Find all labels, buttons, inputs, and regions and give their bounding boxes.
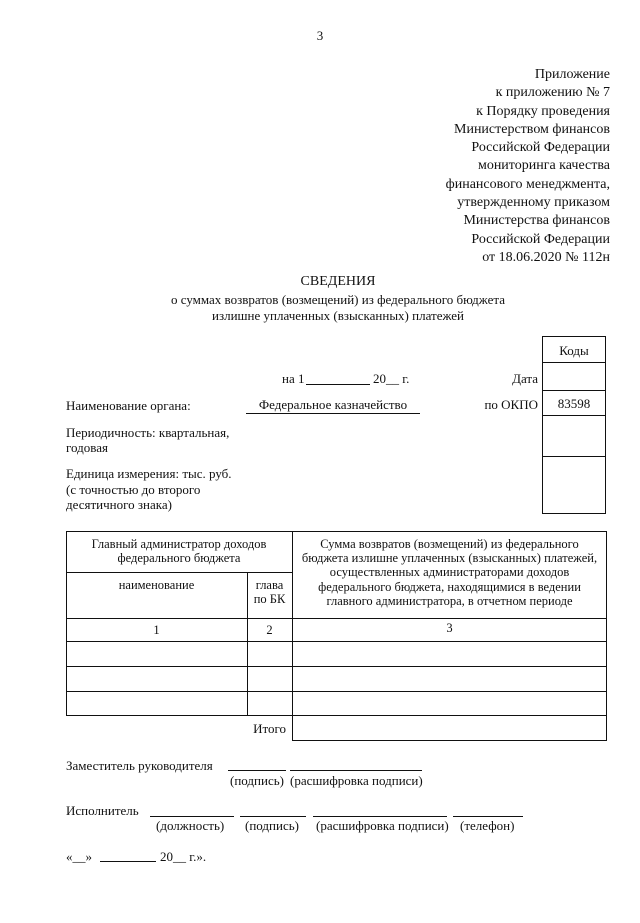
appendix-line: Министерства финансов (463, 213, 610, 229)
appendix-line: от 18.06.2020 № 112н (482, 249, 610, 265)
sign-date-month-line (100, 861, 156, 862)
deputy-sign-caption: (подпись) (230, 773, 284, 788)
executor-label: Исполнитель (66, 803, 139, 818)
unit-line-2: (с точностью до второго (66, 482, 201, 497)
periodicity-line-1: Периодичность: квартальная, (66, 425, 230, 440)
executor-phone-line (453, 816, 523, 817)
date-year: 20__ г. (373, 371, 410, 386)
group-header: Главный администратор доходов федерального бюджета (91, 537, 267, 565)
okpo-value: 83598 (557, 396, 591, 411)
phone-caption: (телефон) (460, 818, 515, 833)
appendix-line: Приложение (534, 67, 610, 82)
deputy-decode-caption: (расшифровка подписи) (290, 773, 423, 788)
date-prefix: на 1 (282, 371, 305, 386)
appendix-block (310, 66, 610, 267)
appendix-line: Министерством финансов (454, 121, 610, 137)
appendix-line: мониторинга качества (477, 158, 610, 174)
col-number-1: 1 (153, 623, 160, 637)
sign-date-year: 20__ г.». (160, 849, 207, 864)
executor-position-line (150, 816, 234, 817)
total-cell (292, 715, 607, 741)
page-number: 3 (316, 28, 324, 43)
col-glava-header: глава по БК (253, 578, 286, 606)
deputy-sign-line (228, 770, 286, 771)
codes-header: Коды (559, 343, 589, 358)
sign-date-open: «__» (66, 849, 92, 864)
col-number-2: 2 (266, 623, 273, 637)
executor-decode-caption: (расшифровка подписи) (316, 818, 449, 833)
appendix-line: утвержденному приказом (457, 195, 610, 211)
total-label: Итого (253, 721, 286, 736)
periodicity-line-2: годовая (66, 440, 108, 455)
date-day-blank (306, 384, 370, 385)
document-heading: СВЕДЕНИЯ (300, 274, 376, 289)
organ-label: Наименование органа: (66, 398, 191, 413)
appendix-line: к Порядку проведения (476, 103, 610, 119)
appendix-line: Российской Федерации (471, 140, 610, 156)
organ-value: Федеральное казначейство (258, 397, 408, 412)
col-name-header: наименование (118, 578, 195, 592)
deputy-decode-line (290, 770, 422, 771)
appendix-line: Российской Федерации (471, 231, 610, 247)
appendix-line: к приложению № 7 (495, 85, 610, 101)
executor-decode-line (313, 816, 447, 817)
executor-sign-caption: (подпись) (245, 818, 299, 833)
document-subtitle-2: излишне уплаченных (взысканных) платежей (211, 308, 464, 323)
executor-sign-line (240, 816, 306, 817)
document-subtitle-1: о суммах возвратов (возмещений) из федерального бюджета (170, 292, 505, 307)
deputy-label: Заместитель руководителя (66, 758, 213, 773)
codes-date-label: Дата (512, 371, 538, 386)
okpo-label: по ОКПО (484, 397, 538, 412)
unit-line-1: Единица измерения: тыс. руб. (66, 466, 232, 481)
appendix-line: финансового менеджмента, (445, 176, 610, 192)
position-caption: (должность) (156, 818, 225, 833)
col-sum-header: Сумма возвратов (возмещений) из федерального бюджета излишне уплаченных (взысканных) платежей, осуществленных администраторами доходов федерального бюджета, находящимися в ведении главного администратора, в отчетном периоде (301, 537, 598, 608)
unit-line-3: десятичного знака) (66, 497, 172, 512)
col-number-3: 3 (446, 621, 453, 635)
